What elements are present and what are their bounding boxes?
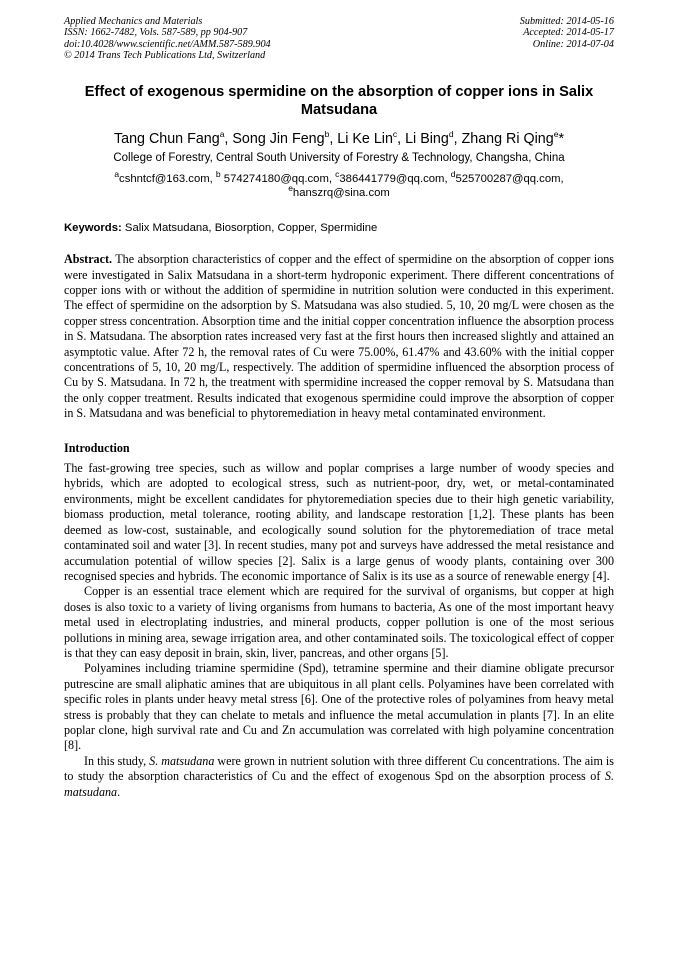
journal-header [64, 16, 614, 61]
introduction-body [64, 461, 614, 800]
journal-info [64, 16, 271, 61]
issn-line: ISSN: 1662-7482, Vols. 587-589, pp 904-907 [64, 27, 248, 39]
abstract-label: Abstract. [64, 252, 113, 267]
submitted-date: Submitted: 2014-05-16 [519, 16, 614, 27]
author: Zhang Ri Qing$^e$* [461, 129, 565, 148]
keywords-label: Keywords: [64, 222, 122, 235]
abstract [64, 252, 614, 421]
affiliation: College of Forestry, Central South University of Forestry & Technology, Changsha, China [113, 152, 565, 165]
doi-line: doi:10.4028/www.scientific.net/AMM.587-589.904 [64, 38, 271, 50]
copyright-line: © 2014 Trans Tech Publications Ltd, Switzerland [64, 49, 266, 61]
paragraph: The fast-growing tree species, such as willow and poplar comprises a large number of woody species and hybrids, which are adopted to ecological stress, such as nutrient-poor, dry, wet, or metal-contaminated environments, might be excellent candidates for phytoremediation species due to their high genetic variability, biomass production, metal tolerance, rooting ability, and landscape restoration [1,2]. These plants has been deemed as low-cost, sustainable, and ecologically sound solution for the phytoremediation of trace metal contaminated soil and water [3]. In recent studies, many pot and surveys have addressed the metal resistance and accumulation potential of willow species [2]. Salix is a large genus of woody plants, containing over 300 recognised species and hybrids. The economic importance of Salix is its use as a source of renewable energy [4]. [64, 461, 614, 583]
dates-info [520, 16, 614, 61]
email: $^b$ 574274180@qq.com, [215, 169, 336, 186]
email: $^d$525700287@qq.com, [450, 169, 564, 186]
email: $^c$386441779@qq.com, [335, 169, 451, 186]
paragraph: In this study, S. matsudana were grown in nutrient solution with three different Cu concentrations. The aim is to study the absorption characteristics of Cu and the effect of exogenous Spd on the absorption process of S. matsudana. [64, 753, 614, 799]
keywords-text: Salix Matsudana, Biosorption, Copper, Spermidine [121, 222, 378, 235]
paragraph: Polyamines including triamine spermidine (Spd), tetramine spermine and their diamine obligate precursor putrescine are small aliphatic amines that are ubiquitous in all plant cells. Polyamines have been correlated with specific roles in plants under heavy metal stress [6]. One of the protective roles of polyamines from heavy metal stress is probably that they can chelate to metals and influence the metal accumulation in plants [7]. In an elite poplar clone, high survival rate and Cu and Zn accumulation was correlated with high polyamine concentration [8]. [64, 661, 614, 753]
email: $^a$cshntcf@163.com, [114, 169, 216, 186]
author: Li Bing$^d$, [405, 129, 462, 148]
accepted-date: Accepted: 2014-05-17 [523, 27, 614, 39]
email: $^e$hanszrq@sina.com [288, 183, 390, 200]
keywords-line [64, 221, 614, 235]
author: Li Ke Lin$^c$, [337, 129, 406, 148]
paragraph: Copper is an essential trace element which are required for the survival of organisms, but copper at high doses is also toxic to a variety of living organisms from humans to bacteria, As one of the most important heavy metal used in electroplating industries, and mineral products, copper pollution is one of the most serious pollutions in mining area, sewage irrigation area, and other contaminated soils. The toxicological effect of copper is that they can easy deposit in brain, skin, liver, pancreas, and other organs [5]. [64, 584, 614, 660]
abstract-text: The absorption characteristics of copper and the effect of spermidine on the absorption of copper ions were investigated in Salix Matsudana in a short-term hydroponic experiment. There different concentrations of copper ions with or without the addition of spermidine in nutrition solution were conducted in this experiment. The effect of spermidine on the adsorption by S. Matsudana was also studied. 5, 10, 20 mg/L were chosen as the copper stress concentration. Absorption time and the initial copper concentration influence the absorption process in S. Matsudana. The absorption rates increased very fast at the first hours then increased slightly and attained an asymptotic value. After 72 h, the removal rates of Cu were 75.00%, 61.47% and 43.60% with the initial copper concentrations of 5, 10, 20 mg/L, respectively. The addition of spermidine influenced the absorption process of Cu by S. Matsudana. In 72 h, the treatment with spermidine increased the copper removal by S. Matsudana than the only copper treatment. Results indicated that exogenous spermidine could improve the absorption of copper in S. Matsudana and was beneficial to phytoremediation in heavy metal contaminated environment. [64, 252, 614, 421]
paper-title: Effect of exogenous spermidine on the absorption of copper ions in Salix Matsudana [84, 84, 594, 119]
author-list [64, 130, 614, 148]
author: Tang Chun Fang$^a$, [113, 129, 233, 148]
email-list [64, 169, 614, 200]
introduction-heading: Introduction [64, 440, 130, 455]
journal-name: Applied Mechanics and Materials [64, 16, 203, 27]
author: Song Jin Feng$^b$, [232, 129, 338, 148]
online-date: Online: 2014-07-04 [532, 38, 614, 50]
